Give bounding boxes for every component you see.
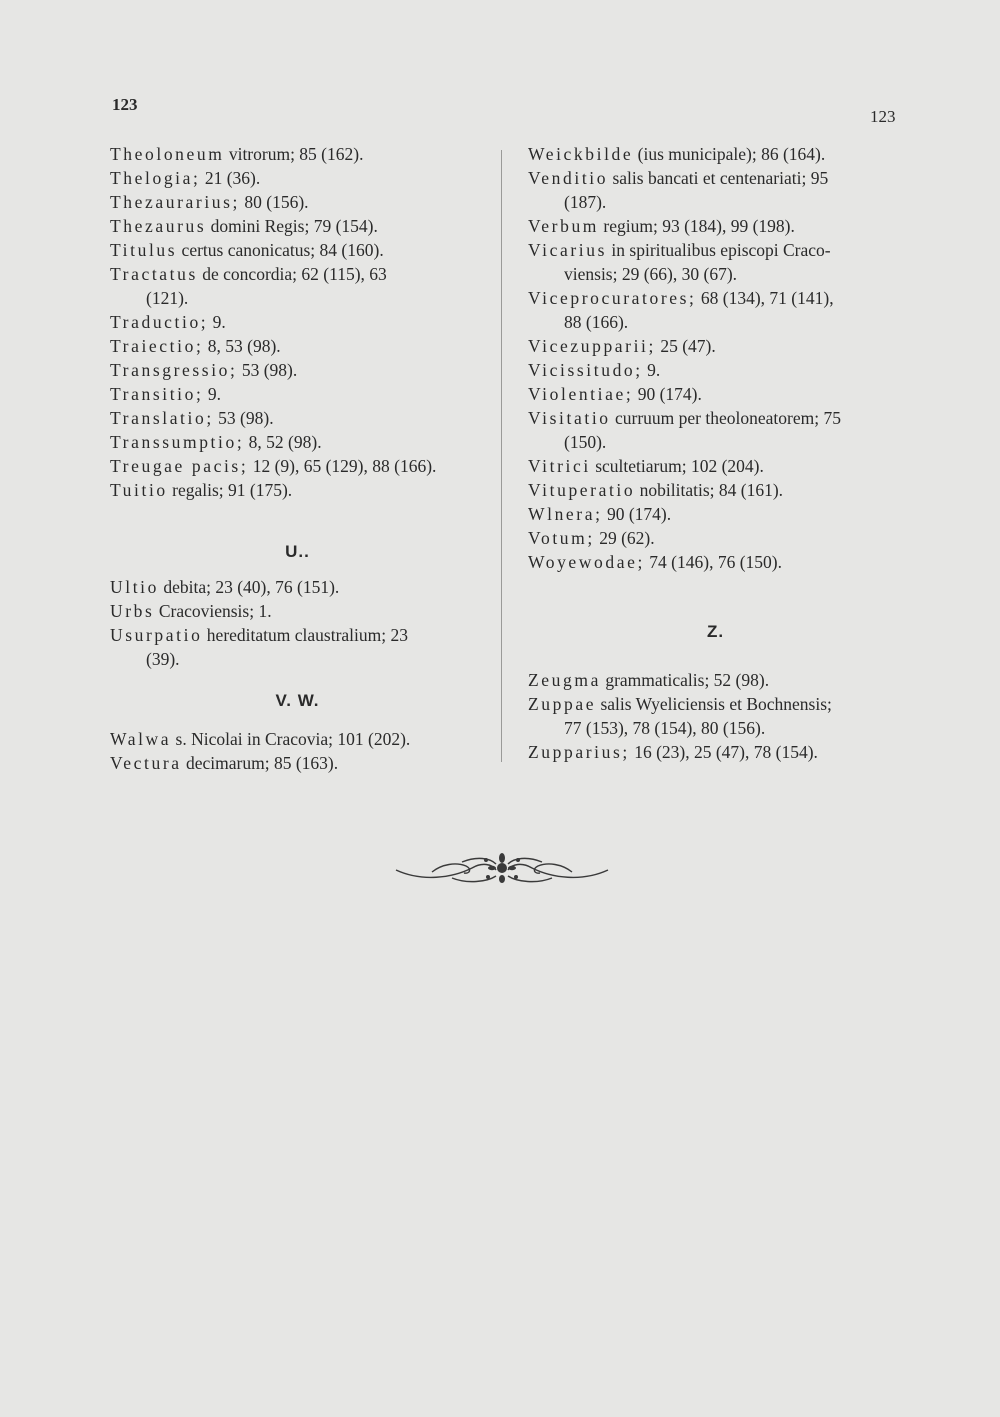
entry-headword: Treugae pacis;	[110, 456, 249, 476]
entry-references: 16 (23), 25 (47), 78 (154).	[629, 742, 818, 762]
index-entry	[110, 238, 485, 262]
entry-headword: Tuitio	[110, 480, 168, 500]
entry-references: 9.	[208, 312, 226, 332]
entry-references: s. Nicolai in Cracovia; 101 (202).	[171, 729, 411, 749]
section-heading-vw: V. W.	[275, 691, 320, 710]
entry-continuation: viensis; 29 (66), 30 (67).	[564, 264, 738, 284]
entry-references: domini Regis; 79 (154).	[206, 216, 378, 236]
entry-references: 21 (36).	[200, 168, 261, 188]
index-entry	[528, 334, 903, 358]
entry-headword: Transsumptio;	[110, 432, 245, 452]
entry-continuation: (150).	[564, 432, 607, 452]
entry-continuation: 77 (153), 78 (154), 80 (156).	[564, 718, 766, 738]
index-entry	[110, 727, 485, 751]
entry-references: salis Wyeliciensis et Bochnensis;	[596, 694, 832, 714]
entry-headword: Vicezupparii;	[528, 336, 656, 356]
entry-headword: Ultio	[110, 577, 159, 597]
entry-headword: Transgressio;	[110, 360, 238, 380]
index-entry	[528, 382, 903, 406]
index-entry	[110, 142, 485, 166]
index-entry	[528, 358, 903, 382]
entry-references: salis bancati et centenariati; 95	[608, 168, 829, 188]
entry-references: 8, 52 (98).	[244, 432, 322, 452]
index-entry	[528, 286, 903, 334]
entry-references: (ius municipale); 86 (164).	[633, 144, 826, 164]
entry-headword: Transitio;	[110, 384, 204, 404]
index-entry	[110, 430, 485, 454]
entry-references: 12 (9), 65 (129), 88 (166).	[248, 456, 437, 476]
page-number-left: 123	[112, 95, 138, 114]
entry-references: 8, 53 (98).	[203, 336, 281, 356]
entry-headword: Translatio;	[110, 408, 214, 428]
index-entry	[110, 575, 485, 599]
entry-references: decimarum; 85 (163).	[181, 753, 339, 773]
entry-headword: Titulus	[110, 240, 178, 260]
entry-headword: Woyewodae;	[528, 552, 645, 572]
entry-headword: Thelogia;	[110, 168, 201, 188]
entry-headword: Zeugma	[528, 670, 601, 690]
index-entry	[528, 502, 903, 526]
entry-continuation: 88 (166).	[564, 312, 629, 332]
entry-references: 9.	[642, 360, 661, 380]
entries-vw-left	[110, 727, 485, 775]
entries-u	[110, 575, 485, 671]
entry-references: curruum per theoloneatorem; 75	[610, 408, 841, 428]
index-entry	[110, 310, 485, 334]
entry-references: 90 (174).	[602, 504, 672, 524]
entry-references: certus canonicatus; 84 (160).	[177, 240, 384, 260]
index-entry	[528, 406, 903, 454]
entry-headword: Urbs	[110, 601, 155, 621]
index-entry	[528, 166, 903, 214]
index-entry	[110, 454, 485, 478]
entry-headword: Vectura	[110, 753, 182, 773]
entry-references: Cracoviensis; 1.	[154, 601, 272, 621]
entry-references: vitrorum; 85 (162).	[224, 144, 364, 164]
entries-vw-right	[528, 142, 903, 574]
entry-headword: Thezaurus	[110, 216, 207, 236]
entry-headword: Tractatus	[110, 264, 198, 284]
entry-headword: Venditio	[528, 168, 609, 188]
entry-headword: Traiectio;	[110, 336, 204, 356]
entry-references: 74 (146), 76 (150).	[644, 552, 782, 572]
page-number-right: 123	[870, 107, 896, 126]
entry-headword: Vicissitudo;	[528, 360, 643, 380]
entry-references: 90 (174).	[633, 384, 702, 404]
entry-headword: Weickbilde	[528, 144, 634, 164]
index-entry	[528, 692, 903, 740]
index-entry	[110, 478, 485, 502]
index-entry	[528, 214, 903, 238]
index-entry	[528, 142, 903, 166]
entry-references: 9.	[203, 384, 221, 404]
entry-references: 53 (98).	[237, 360, 298, 380]
index-entry	[110, 751, 485, 775]
entry-headword: Verbum	[528, 216, 600, 236]
entry-references: regium; 93 (184), 99 (198).	[599, 216, 795, 236]
entry-headword: Theoloneum	[110, 144, 225, 164]
entry-continuation: (121).	[146, 288, 189, 308]
entry-references: de concordia; 62 (115), 63	[197, 264, 387, 284]
index-column-right	[528, 142, 903, 764]
entry-headword: Walwa	[110, 729, 172, 749]
index-entry	[528, 550, 903, 574]
entry-headword: Wlnera;	[528, 504, 603, 524]
index-entry	[110, 406, 485, 430]
index-entry	[110, 623, 485, 671]
index-entry	[110, 334, 485, 358]
entry-headword: Vicarius	[528, 240, 608, 260]
section-heading-z: Z.	[706, 622, 725, 641]
index-entry	[528, 478, 903, 502]
index-entry	[110, 358, 485, 382]
entry-references: grammaticalis; 52 (98).	[600, 670, 770, 690]
entries-z	[528, 668, 903, 764]
entry-headword: Violentiae;	[528, 384, 634, 404]
entry-references: 29 (62).	[594, 528, 655, 548]
entry-references: in spiritualibus episcopi Craco-	[607, 240, 831, 260]
entry-headword: Traductio;	[110, 312, 209, 332]
entry-continuation: (39).	[146, 649, 180, 669]
section-heading-u: U..	[285, 542, 310, 561]
entry-references: hereditatum claustralium; 23	[202, 625, 408, 645]
entry-headword: Thezaurarius;	[110, 192, 240, 212]
index-column-left	[110, 142, 485, 775]
entry-headword: Viceprocuratores;	[528, 288, 697, 308]
entry-references: 68 (134), 71 (141),	[696, 288, 834, 308]
entry-headword: Vituperatio	[528, 480, 636, 500]
index-entry	[110, 214, 485, 238]
index-entry	[110, 382, 485, 406]
entry-references: debita; 23 (40), 76 (151).	[158, 577, 340, 597]
index-entry	[528, 454, 903, 478]
index-entry	[528, 668, 903, 692]
entry-references: nobilitatis; 84 (161).	[635, 480, 784, 500]
entry-references: 80 (156).	[240, 192, 309, 212]
index-entry	[110, 599, 485, 623]
entry-headword: Vitrici	[528, 456, 591, 476]
index-entry	[528, 238, 903, 286]
entry-references: 25 (47).	[655, 336, 716, 356]
entry-headword: Votum;	[528, 528, 595, 548]
entries-t	[110, 142, 485, 502]
entry-headword: Visitatio	[528, 408, 611, 428]
entry-references: regalis; 91 (175).	[167, 480, 293, 500]
decorative-ornament-icon	[392, 842, 612, 892]
column-divider	[501, 150, 502, 762]
entry-headword: Usurpatio	[110, 625, 203, 645]
entry-continuation: (187).	[564, 192, 607, 212]
entry-headword: Zuppae	[528, 694, 597, 714]
index-entry	[110, 262, 485, 310]
entry-references: scultetiarum; 102 (204).	[590, 456, 764, 476]
index-entry	[528, 740, 903, 764]
index-entry	[110, 166, 485, 190]
index-entry	[110, 190, 485, 214]
index-entry	[528, 526, 903, 550]
entry-references: 53 (98).	[213, 408, 274, 428]
entry-headword: Zupparius;	[528, 742, 630, 762]
